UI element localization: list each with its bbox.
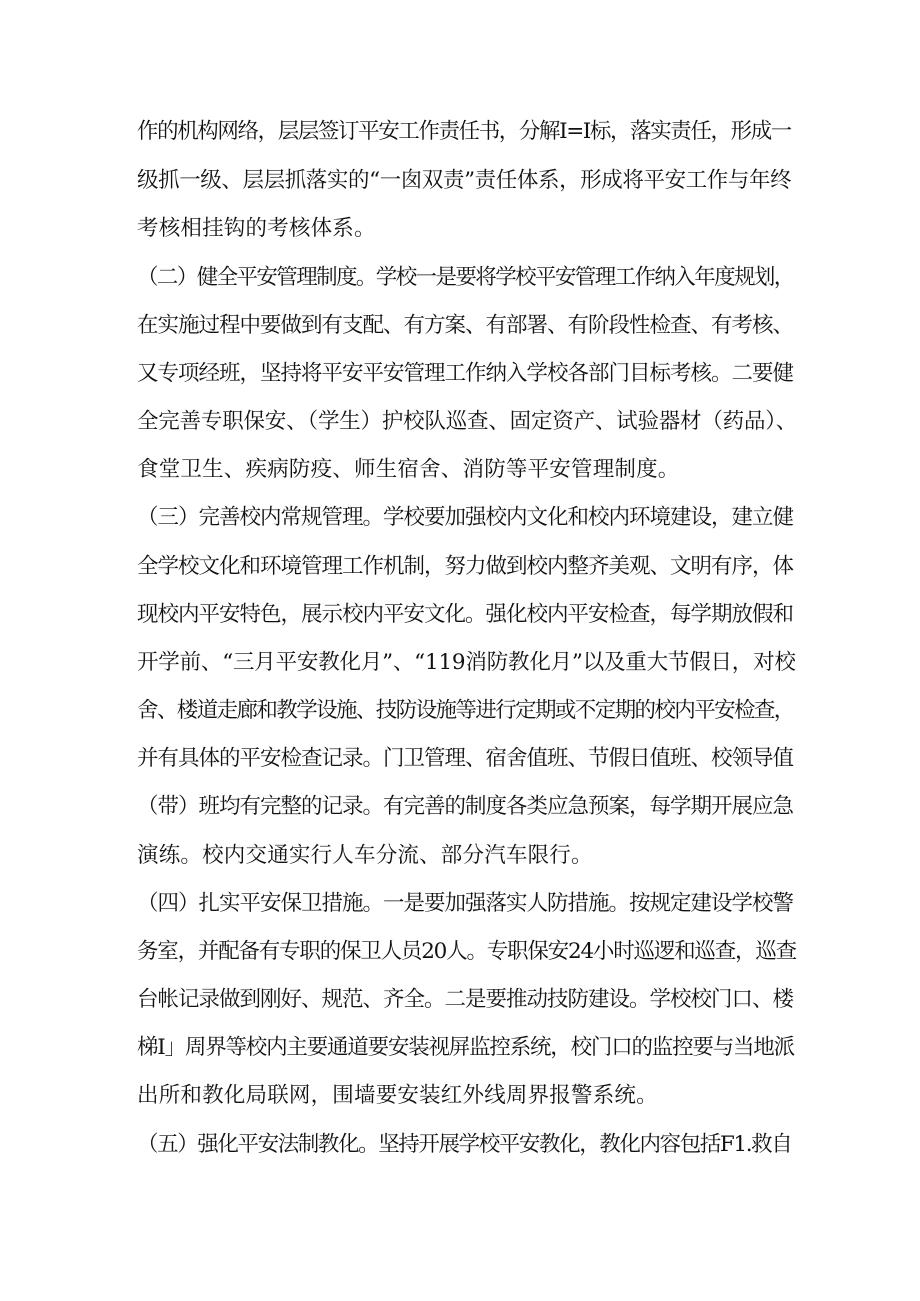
- text-line: （五）强化平安法制教化。坚持开展学校平安教化，教化内容包括F1.救自: [137, 1132, 792, 1157]
- text-line: 在实施过程中要做到有支配、有方案、有部署、有阶段性检查、有考核、: [137, 313, 794, 338]
- text-line: （二）健全平安管理制度。学校一是要将学校平安管理工作纳入年度规划，: [137, 265, 794, 290]
- text-line: 演练。校内交通实行人车分流、部分汽车限行。: [137, 843, 593, 868]
- text-line: 食堂卫生、疾病防疫、师生宿舍、消防等平安管理制度。: [137, 457, 680, 482]
- text-line: 全完善专职保安、（学生）护校队巡查、固定资产、试验器材（药品）、: [137, 409, 798, 434]
- text-line: 作的机构网络，层层签订平安工作责任书，分解I=I标，落实责任，形成一: [137, 119, 791, 144]
- text-line: 出所和教化局联网，围墙要安装红外线周界报警系统。: [137, 1083, 658, 1108]
- text-line: 全学校文化和环境管理工作机制，努力做到校内整齐美观、文明有序，体: [137, 554, 794, 579]
- text-line: 级抓一级、层层抓落实的“一囱双责”责任体系，形成将平安工作与年终: [137, 168, 792, 193]
- text-line: 台帐记录做到刚好、规范、齐全。二是要推动技防建设。学校校门口、楼: [137, 987, 794, 1012]
- text-line: 开学前、“三月平安教化月”、“119消防教化月”以及重大节假日，对校: [137, 650, 796, 675]
- text-line: 考核相挂钩的考核体系。: [137, 216, 376, 241]
- text-line: （三）完善校内常规管理。学校要加强校内文化和校内环境建设，建立健: [137, 505, 794, 530]
- text-line: （四）扎实平安保卫措施。一是要加强落实人防措施。按规定建设学校警: [137, 891, 794, 916]
- text-line: 现校内平安特色，展示校内平安文化。强化校内平安检查，每学期放假和: [137, 602, 794, 627]
- text-line: 梯I」周界等校内主要通道要安装视屏监控系统，校门口的监控要与当地派: [137, 1035, 794, 1060]
- text-line: 务室，并配备有专职的保卫人员20人。专职保安24小时巡逻和巡查，巡查: [137, 939, 796, 964]
- text-line: 并有具体的平安检查记录。门卫管理、宿舍值班、节假日值班、校领导值: [137, 746, 794, 771]
- text-line: 舍、楼道走廊和教学设施、技防设施等进行定期或不定期的校内平安检查，: [137, 698, 794, 723]
- text-line: 又专项经班，坚持将平安平安管理工作纳入学校各部门目标考核。二要健: [137, 361, 794, 386]
- text-line: （带）班均有完整的记录。有完善的制度各类应急预案，每学期开展应急: [137, 794, 794, 819]
